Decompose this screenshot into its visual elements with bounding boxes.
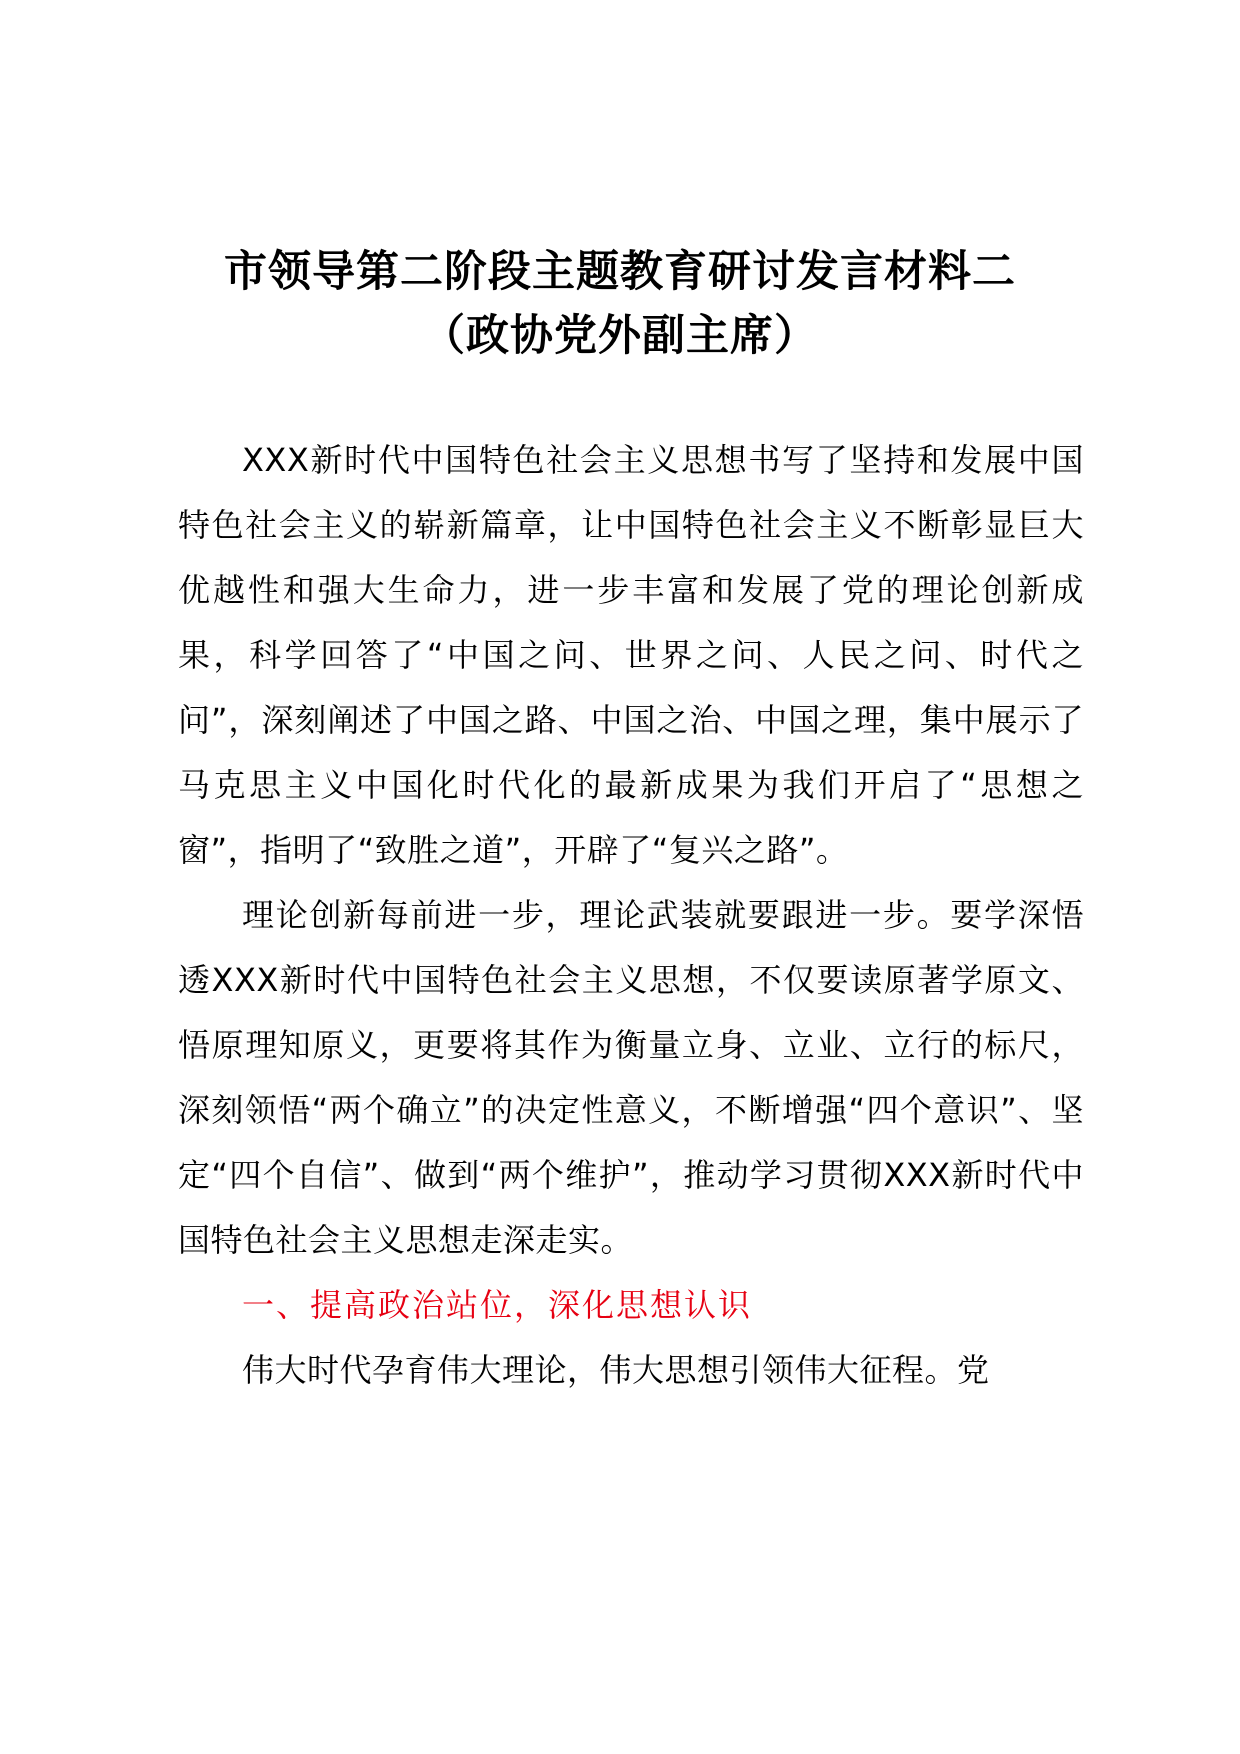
title-line-2: （政协党外副主席）	[422, 311, 818, 361]
document-body	[178, 428, 1084, 1403]
section-heading-1: 一、提高政治站位，深化思想认识	[242, 1286, 753, 1324]
document-title	[130, 240, 1110, 368]
paragraph-1: XXX新时代中国特色社会主义思想书写了坚持和发展中国特色社会主义的崭新篇章，让中国特色社会主义不断彰显巨大优越性和强大生命力，进一步丰富和发展了党的理论创新成果，科学回答了“中国之问、世界之问、人民之问、时代之问”，深刻阐述了中国之路、中国之治、中国之理，集中展示了马克思主义中国化时代化的最新成果为我们开启了“思想之窗”，指明了“致胜之道”，开辟了“复兴之路”。	[178, 441, 1084, 869]
section-paragraph-1: 伟大时代孕育伟大理论，伟大思想引领伟大征程。党	[242, 1351, 990, 1389]
paragraph-2: 理论创新每前进一步，理论武装就要跟进一步。要学深悟透XXX新时代中国特色社会主义思想，不仅要读原著学原文、悟原理知原义，更要将其作为衡量立身、立业、立行的标尺，深刻领悟“两个确立”的决定性意义，不断增强“四个意识”、坚定“四个自信”、做到“两个维护”，推动学习贯彻XXX新时代中国特色社会主义思想走深走实。	[178, 896, 1084, 1259]
title-line-1: 市领导第二阶段主题教育研讨发言材料二	[224, 247, 1016, 297]
